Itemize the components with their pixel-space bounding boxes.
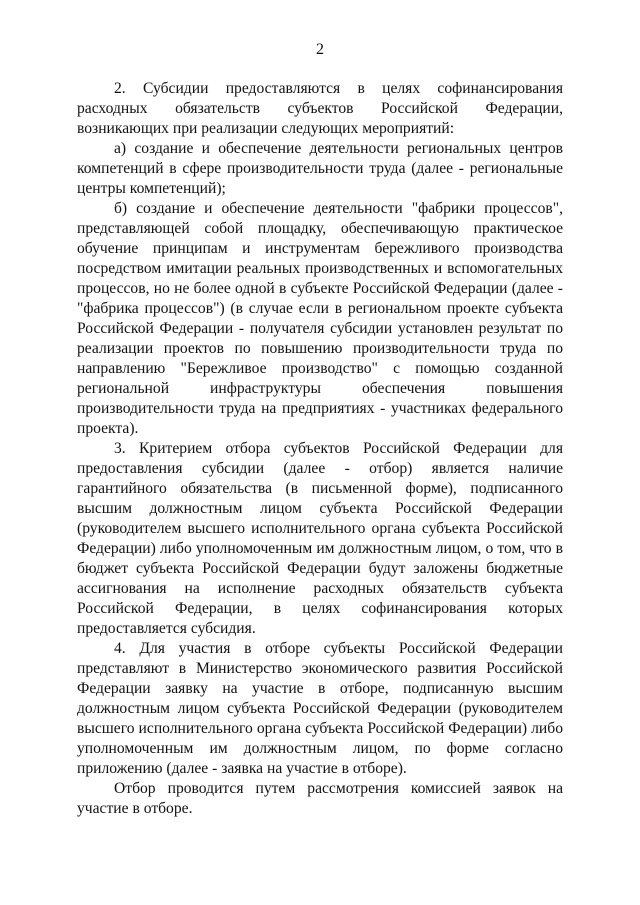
document-body [77,79,563,819]
paragraph-selection-procedure: Отбор проводится путем рассмотрения комиссией заявок на участие в отборе. [77,780,563,817]
paragraph-2a-competence-centers: а) создание и обеспечение деятельности региональных центров компетенций в сфере производительности труда (далее - региональные центры компетенций); [77,140,563,197]
paragraph-3-selection-criterion: 3. Критерием отбора субъектов Российской Федерации для предоставления субсидии (далее - отбор) является наличие гарантийного обязательства (в письменной форме), подписанного высшим должностным лицом субъекта Российской Федерации (руководителем высшего исполнительного органа субъекта Российской Федерации) либо уполномоченным им должностным лицом, о том, что в бюджет субъекта Российской Федерации будут заложены бюджетные ассигнования на исполнение расходных обязательств субъекта Российской Федерации, в целях софинансирования которых предоставляется субсидия. [77,440,563,637]
paragraph-4-application: 4. Для участия в отборе субъекты Российской Федерации представляют в Министерство экономического развития Российской Федерации заявку на участие в отборе, подписанную высшим должностным лицом субъекта Российской Федерации (руководителем высшего исполнительного органа субъекта Российской Федерации) либо уполномоченным им должностным лицом, по форме согласно приложению (далее - заявка на участие в отборе). [77,640,563,777]
paragraph-2-subsidies-purpose: 2. Субсидии предоставляются в целях софинансирования расходных обязательств субъектов Российской Федерации, возникающих при реализации следующих мероприятий: [77,80,563,137]
paragraph-2b-process-factory: б) создание и обеспечение деятельности "фабрики процессов", представляющей собой площадку, обеспечивающую практическое обучение принципам и инструментам бережливого производства посредством имитации реальных производственных и вспомогательных процессов, но не более одной в субъекте Российской Федерации (далее - "фабрика процессов") (в случае если в региональном проекте субъекта Российской Федерации - получателя субсидии установлен результат по реализации проектов по повышению производительности труда по направлению "Бережливое производство" с помощью созданной региональной инфраструктуры обеспечения повышения производительности труда на предприятиях - участниках федерального проекта). [77,200,563,437]
page-number: 2 [316,41,324,58]
